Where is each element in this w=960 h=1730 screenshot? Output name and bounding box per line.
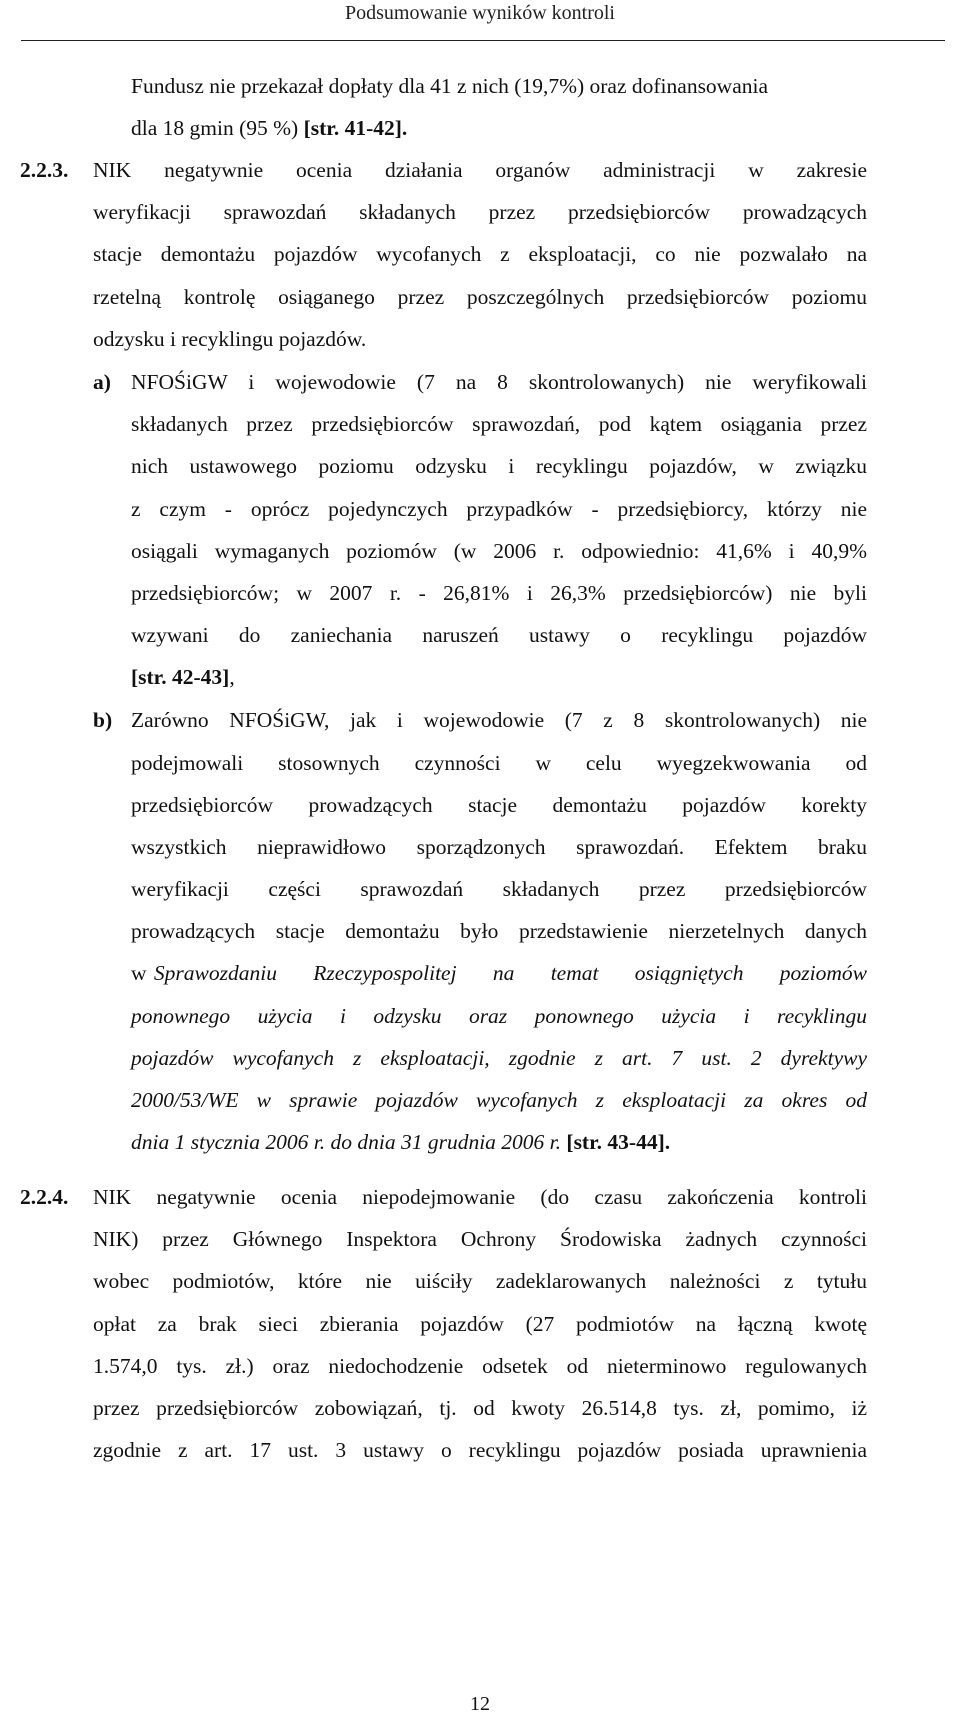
text-line: weryfikacji sprawozdań składanych przez przedsiębiorców prowadzących [93, 200, 867, 224]
list-label: a) [93, 370, 111, 394]
text-line: osiągali wymaganych poziomów (w 2006 r. odpowiednio: 41,6% i 40,9% [131, 539, 867, 563]
text-run: , [229, 665, 235, 689]
page-reference: [str. 43-44]. [566, 1130, 671, 1154]
text-line: weryfikacji części sprawozdań składanych przez przedsiębiorców [131, 877, 867, 901]
text-line: 1.574,0 tys. zł.) oraz niedochodzenie odsetek od nieterminowo regulowanych [93, 1354, 867, 1378]
text-line [131, 950, 867, 996]
text-line: odzysku i recyklingu pojazdów. [93, 327, 367, 351]
text-run: w [131, 961, 152, 985]
text-line: nich ustawowego poziomu odzysku i recyklingu pojazdów, w związku [131, 454, 867, 478]
text-line [131, 1119, 670, 1165]
italic-text-line: 2000/53/WE w sprawie pojazdów wycofanych z eksploatacji za okres od [131, 1088, 867, 1112]
text-line: stacje demontażu pojazdów wycofanych z eksploatacji, co nie pozwalało na [93, 242, 867, 266]
text-line: wzywani do zaniechania naruszeń ustawy o recyklingu pojazdów [131, 623, 867, 647]
text-line [131, 654, 235, 700]
text-line [131, 105, 407, 151]
italic-text-line: pojazdów wycofanych z eksploatacji, zgodnie z art. 7 ust. 2 dyrektywy [131, 1046, 867, 1070]
list-label: b) [93, 708, 113, 732]
text-line: rzetelną kontrolę osiąganego przez poszczególnych przedsiębiorców poziomu [93, 285, 867, 309]
page-reference: [str. 41-42]. [303, 116, 408, 140]
text-line: Fundusz nie przekazał dopłaty dla 41 z nich (19,7%) oraz dofinansowania [131, 74, 769, 98]
text-line: z czym - oprócz pojedynczych przypadków - przedsiębiorcy, którzy nie [131, 497, 867, 521]
text-run: dla 18 gmin (95 %) [131, 116, 304, 140]
text-line: NIK negatywnie ocenia niepodejmowanie (do czasu zakończenia kontroli [93, 1185, 867, 1209]
text-line: składanych przez przedsiębiorców sprawozdań, pod kątem osiągania przez [131, 412, 867, 436]
text-line: NFOŚiGW i wojewodowie (7 na 8 skontrolowanych) nie weryfikowali [131, 370, 867, 394]
text-line: prowadzących stacje demontażu było przedstawienie nierzetelnych danych [131, 919, 867, 943]
text-line: Zarówno NFOŚiGW, jak i wojewodowie (7 z 8 skontrolowanych) nie [131, 708, 867, 732]
text-line: przedsiębiorców prowadzących stacje demontażu pojazdów korekty [131, 793, 867, 817]
text-line: przedsiębiorców; w 2007 r. - 26,81% i 26,3% przedsiębiorców) nie byli [131, 581, 867, 605]
header-rule [21, 40, 945, 41]
text-line: opłat za brak sieci zbierania pojazdów (27 podmiotów na łączną kwotę [93, 1312, 867, 1336]
text-line: podejmowali stosownych czynności w celu wyegzekwowania od [131, 751, 867, 775]
italic-text: dnia 1 stycznia 2006 r. do dnia 31 grudnia 2006 r. [131, 1130, 562, 1154]
page-reference: [str. 42-43] [131, 665, 230, 689]
text-line: wszystkich nieprawidłowo sporządzonych sprawozdań. Efektem braku [131, 835, 867, 859]
italic-text-line: ponownego użycia i odzysku oraz ponownego użycia i recyklingu [131, 1004, 867, 1028]
text-line: zgodnie z art. 17 ust. 3 ustawy o recyklingu pojazdów posiada uprawnienia [93, 1438, 867, 1462]
running-header: Podsumowanie wyników kontroli [345, 2, 615, 24]
text-line: wobec podmiotów, które nie uiściły zadeklarowanych należności z tytułu [93, 1269, 867, 1293]
section-number: 2.2.3. [20, 158, 69, 182]
section-number: 2.2.4. [20, 1185, 69, 1209]
page-number: 12 [470, 1693, 490, 1715]
text-line: NIK) przez Głównego Inspektora Ochrony Środowiska żadnych czynności [93, 1227, 867, 1251]
text-line: NIK negatywnie ocenia działania organów administracji w zakresie [93, 158, 867, 182]
text-line: przez przedsiębiorców zobowiązań, tj. od kwoty 26.514,8 tys. zł, pomimo, iż [93, 1396, 867, 1420]
italic-text: Sprawozdaniu Rzeczypospolitej na temat osiągniętych poziomów [153, 961, 867, 985]
